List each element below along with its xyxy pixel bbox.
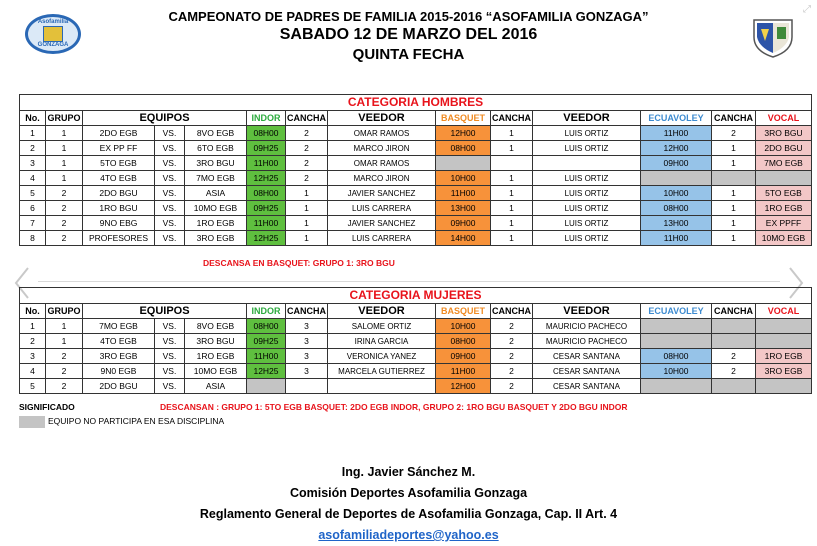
cell-no: 7 [20,216,46,231]
cell-ecuavoley-time: 11H00 [641,231,712,246]
table-row [20,156,812,171]
cell-team-1: 2DO BGU [83,186,155,201]
cell-team-2: ASIA [185,379,247,394]
cell-team-2: 7MO EGB [185,171,247,186]
cell-indor-referee: SALOME ORTIZ [328,319,436,334]
col-no: No. [20,111,46,126]
cell-basquet-referee [533,156,641,171]
cell-no: 5 [20,379,46,394]
cell-basquet-referee: MAURICIO PACHECO [533,319,641,334]
cell-vs: VS. [155,201,185,216]
cell-ecuavoley-court [712,171,756,186]
table-row [20,216,812,231]
cell-indor-time: 12H25 [247,364,286,379]
cell-team-1: 5TO EGB [83,156,155,171]
cell-indor-time: 08H00 [247,126,286,141]
cell-indor-court: 2 [286,141,328,156]
table-row [20,171,812,186]
col-indor: INDOR [247,304,286,319]
men-schedule-table [19,94,812,246]
cell-basquet-referee: LUIS ORTIZ [533,231,641,246]
cell-grupo: 1 [46,319,83,334]
table-row [20,364,812,379]
col-equipos: EQUIPOS [83,111,247,126]
cell-team-1: 4TO EGB [83,334,155,349]
col-no: No. [20,304,46,319]
cell-ecuavoley-time: 09H00 [641,156,712,171]
cell-vocal: 3RO EGB [756,364,812,379]
men-category-title: CATEGORIA HOMBRES [20,95,812,111]
table-row [20,379,812,394]
cell-basquet-time: 09H00 [436,216,491,231]
cell-indor-court: 1 [286,231,328,246]
logo-text-top: Asofamilia [37,19,69,25]
cell-team-1: 4TO EGB [83,171,155,186]
col-cancha-indor: CANCHA [286,111,328,126]
col-cancha-ecuavoley: CANCHA [712,304,756,319]
col-cancha-indor: CANCHA [286,304,328,319]
logo-text-bottom: GONZAGA [37,42,69,48]
cell-vocal [756,319,812,334]
cell-grupo: 2 [46,186,83,201]
cell-vs: VS. [155,171,185,186]
cell-basquet-time: 10H00 [436,319,491,334]
col-cancha-basquet: CANCHA [491,304,533,319]
col-ecuavoley: ECUAVOLEY [641,304,712,319]
cell-grupo: 2 [46,349,83,364]
legend-grey-meaning: EQUIPO NO PARTICIPA EN ESA DISCIPLINA [48,416,225,426]
cell-team-1: PROFESORES [83,231,155,246]
col-indor: INDOR [247,111,286,126]
round-title: QUINTA FECHA [352,46,465,63]
cell-indor-referee: OMAR RAMOS [328,156,436,171]
cell-basquet-time [436,156,491,171]
cell-no: 4 [20,171,46,186]
cell-vs: VS. [155,334,185,349]
col-veedor-indor: VEEDOR [328,111,436,126]
cell-basquet-court: 2 [491,319,533,334]
women-rest-note: DESCANSAN : GRUPO 1: 5TO EGB BASQUET: 2DO EGB INDOR, GRUPO 2: 1RO BGU BASQUET Y 2DO BGU INDOR [160,402,628,412]
cell-vocal [756,379,812,394]
col-vocal: VOCAL [756,304,812,319]
col-basquet: BASQUET [436,304,491,319]
cell-team-2: 8VO EGB [185,126,247,141]
cell-team-1: 7MO EGB [83,319,155,334]
cell-no: 2 [20,334,46,349]
col-veedor-indor: VEEDOR [328,304,436,319]
table-row [20,319,812,334]
cell-indor-time: 09H25 [247,201,286,216]
cell-indor-time: 09H25 [247,141,286,156]
cell-ecuavoley-court: 1 [712,141,756,156]
col-basquet: BASQUET [436,111,491,126]
cell-basquet-time: 08H00 [436,334,491,349]
cell-vocal [756,171,812,186]
cell-vs: VS. [155,216,185,231]
cell-grupo: 2 [46,379,83,394]
cell-ecuavoley-court [712,334,756,349]
table-row [20,349,812,364]
cell-indor-referee: MARCO JIRON [328,171,436,186]
cell-indor-court [286,379,328,394]
cell-basquet-referee: CESAR SANTANA [533,364,641,379]
cell-basquet-court: 2 [491,334,533,349]
col-equipos: EQUIPOS [83,304,247,319]
cell-ecuavoley-court: 1 [712,156,756,171]
cell-vs: VS. [155,156,185,171]
cell-ecuavoley-court: 2 [712,126,756,141]
cell-ecuavoley-time: 10H00 [641,186,712,201]
cell-ecuavoley-court: 1 [712,186,756,201]
women-schedule-table [19,287,812,394]
cell-team-2: 3RO BGU [185,334,247,349]
footer-email-link[interactable]: asofamiliadeportes@yahoo.es [318,528,499,542]
cell-indor-court: 2 [286,156,328,171]
cell-grupo: 1 [46,126,83,141]
match-date: SABADO 12 DE MARZO DEL 2016 [279,26,538,43]
cell-basquet-referee: LUIS ORTIZ [533,141,641,156]
cell-basquet-time: 12H00 [436,379,491,394]
legend-title: SIGNIFICADO [19,402,75,412]
section-divider [38,281,780,282]
cell-indor-court: 1 [286,201,328,216]
cell-basquet-court: 2 [491,364,533,379]
cell-ecuavoley-time: 08H00 [641,349,712,364]
cell-vocal: 1RO EGB [756,201,812,216]
cell-indor-time: 12H25 [247,171,286,186]
cell-indor-court: 1 [286,216,328,231]
expand-icon[interactable]: ⤢ [803,4,811,15]
cell-indor-court: 1 [286,186,328,201]
cell-ecuavoley-time [641,171,712,186]
cell-basquet-referee: LUIS ORTIZ [533,186,641,201]
men-rest-note: DESCANSA EN BASQUET: GRUPO 1: 3RO BGU [203,258,395,268]
cell-vocal: EX PPFF [756,216,812,231]
cell-ecuavoley-court: 2 [712,364,756,379]
cell-indor-referee: LUIS CARRERA [328,231,436,246]
cell-basquet-time: 12H00 [436,126,491,141]
cell-no: 1 [20,126,46,141]
cell-vs: VS. [155,364,185,379]
cell-ecuavoley-court: 2 [712,349,756,364]
cell-basquet-time: 08H00 [436,141,491,156]
footer [0,462,817,546]
cell-team-2: 1RO EGB [185,349,247,364]
cell-grupo: 2 [46,364,83,379]
cell-indor-time: 08H00 [247,186,286,201]
cell-team-1: 3RO EGB [83,349,155,364]
cell-indor-referee: IRINA GARCIA [328,334,436,349]
cell-indor-court: 2 [286,126,328,141]
cell-basquet-referee: LUIS ORTIZ [533,171,641,186]
cell-basquet-referee: CESAR SANTANA [533,379,641,394]
cell-vs: VS. [155,319,185,334]
col-veedor-basquet: VEEDOR [533,304,641,319]
cell-grupo: 2 [46,216,83,231]
women-category-title: CATEGORIA MUJERES [20,288,812,304]
footer-commission: Comisión Deportes Asofamilia Gonzaga [289,486,528,500]
cell-ecuavoley-time: 11H00 [641,126,712,141]
cell-no: 4 [20,364,46,379]
tournament-title: CAMPEONATO DE PADRES DE FAMILIA 2015-2016 “ASOFAMILIA GONZAGA” [168,9,649,24]
cell-indor-time: 11H00 [247,156,286,171]
cell-team-1: 9N0 EGB [83,364,155,379]
cell-basquet-court [491,156,533,171]
cell-indor-referee: JAVIER SANCHEZ [328,186,436,201]
cell-indor-court: 3 [286,364,328,379]
cell-vs: VS. [155,231,185,246]
cell-indor-referee: LUIS CARRERA [328,201,436,216]
cell-team-1: 1RO BGU [83,201,155,216]
cell-team-2: 10MO EGB [185,364,247,379]
col-veedor-basquet: VEEDOR [533,111,641,126]
cell-ecuavoley-time: 08H00 [641,201,712,216]
cell-team-1: EX PP FF [83,141,155,156]
cell-indor-court: 3 [286,349,328,364]
cell-team-2: 6TO EGB [185,141,247,156]
cell-ecuavoley-time [641,379,712,394]
cell-indor-time: 12H25 [247,231,286,246]
cell-indor-referee: VERONICA YANEZ [328,349,436,364]
cell-grupo: 2 [46,231,83,246]
table-row [20,141,812,156]
cell-vocal: 2DO BGU [756,141,812,156]
cell-vs: VS. [155,349,185,364]
cell-basquet-referee: MAURICIO PACHECO [533,334,641,349]
cell-basquet-time: 09H00 [436,349,491,364]
cell-basquet-referee: CESAR SANTANA [533,349,641,364]
cell-vs: VS. [155,379,185,394]
table-row [20,201,812,216]
cell-indor-time: 11H00 [247,216,286,231]
cell-indor-court: 3 [286,319,328,334]
cell-vs: VS. [155,186,185,201]
col-cancha-ecuavoley: CANCHA [712,111,756,126]
table-row [20,334,812,349]
cell-ecuavoley-time [641,319,712,334]
cell-basquet-court: 1 [491,141,533,156]
cell-indor-referee [328,379,436,394]
cell-team-2: 3RO BGU [185,156,247,171]
cell-indor-referee: OMAR RAMOS [328,126,436,141]
table-row [20,126,812,141]
cell-grupo: 2 [46,201,83,216]
cell-vocal [756,334,812,349]
cell-vocal: 3RO BGU [756,126,812,141]
col-vocal: VOCAL [756,111,812,126]
cell-indor-referee: JAVIER SANCHEZ [328,216,436,231]
cell-team-1: 2DO EGB [83,126,155,141]
cell-grupo: 1 [46,141,83,156]
cell-vocal: 10MO EGB [756,231,812,246]
cell-team-2: 3RO EGB [185,231,247,246]
footer-name: Ing. Javier Sánchez M. [341,465,476,479]
cell-no: 3 [20,156,46,171]
cell-ecuavoley-time: 13H00 [641,216,712,231]
cell-vs: VS. [155,126,185,141]
cell-basquet-court: 2 [491,349,533,364]
cell-basquet-referee: LUIS ORTIZ [533,126,641,141]
cell-grupo: 1 [46,334,83,349]
cell-basquet-court: 1 [491,231,533,246]
cell-team-1: 2DO BGU [83,379,155,394]
col-grupo: GRUPO [46,111,83,126]
cell-basquet-time: 11H00 [436,364,491,379]
cell-basquet-referee: LUIS ORTIZ [533,201,641,216]
cell-vocal: 7MO EGB [756,156,812,171]
cell-no: 5 [20,186,46,201]
cell-ecuavoley-court [712,319,756,334]
cell-no: 1 [20,319,46,334]
col-cancha-basquet: CANCHA [491,111,533,126]
cell-basquet-court: 1 [491,171,533,186]
cell-basquet-time: 13H00 [436,201,491,216]
cell-ecuavoley-time [641,334,712,349]
cell-vocal: 1RO EGB [756,349,812,364]
footer-regulation: Reglamento General de Deportes de Asofamilia Gonzaga, Cap. II Art. 4 [199,507,618,521]
cell-basquet-court: 1 [491,216,533,231]
cell-basquet-court: 1 [491,201,533,216]
cell-basquet-time: 14H00 [436,231,491,246]
cell-no: 3 [20,349,46,364]
cell-no: 8 [20,231,46,246]
cell-basquet-time: 11H00 [436,186,491,201]
cell-basquet-court: 1 [491,126,533,141]
cell-basquet-court: 1 [491,186,533,201]
cell-indor-court: 3 [286,334,328,349]
cell-no: 6 [20,201,46,216]
cell-ecuavoley-time: 10H00 [641,364,712,379]
cell-vocal: 5TO EGB [756,186,812,201]
cell-indor-referee: MARCELA GUTIERREZ [328,364,436,379]
table-row [20,186,812,201]
cell-indor-time: 09H25 [247,334,286,349]
cell-basquet-time: 10H00 [436,171,491,186]
cell-ecuavoley-court: 1 [712,216,756,231]
cell-ecuavoley-court: 1 [712,231,756,246]
cell-indor-time: 11H00 [247,349,286,364]
cell-ecuavoley-time: 12H00 [641,141,712,156]
cell-grupo: 1 [46,171,83,186]
page-header [0,8,817,65]
cell-team-2: ASIA [185,186,247,201]
cell-basquet-court: 2 [491,379,533,394]
cell-no: 2 [20,141,46,156]
cell-grupo: 1 [46,156,83,171]
cell-team-2: 1RO EGB [185,216,247,231]
cell-ecuavoley-court: 1 [712,201,756,216]
table-row [20,231,812,246]
cell-basquet-referee: LUIS ORTIZ [533,216,641,231]
cell-team-1: 9NO EBG [83,216,155,231]
legend-grey-swatch [19,416,45,428]
cell-vs: VS. [155,141,185,156]
cell-team-2: 8VO EGB [185,319,247,334]
cell-indor-time: 08H00 [247,319,286,334]
cell-indor-court: 2 [286,171,328,186]
col-grupo: GRUPO [46,304,83,319]
cell-team-2: 10MO EGB [185,201,247,216]
cell-indor-referee: MARCO JIRON [328,141,436,156]
col-ecuavoley: ECUAVOLEY [641,111,712,126]
cell-indor-time [247,379,286,394]
cell-ecuavoley-court [712,379,756,394]
